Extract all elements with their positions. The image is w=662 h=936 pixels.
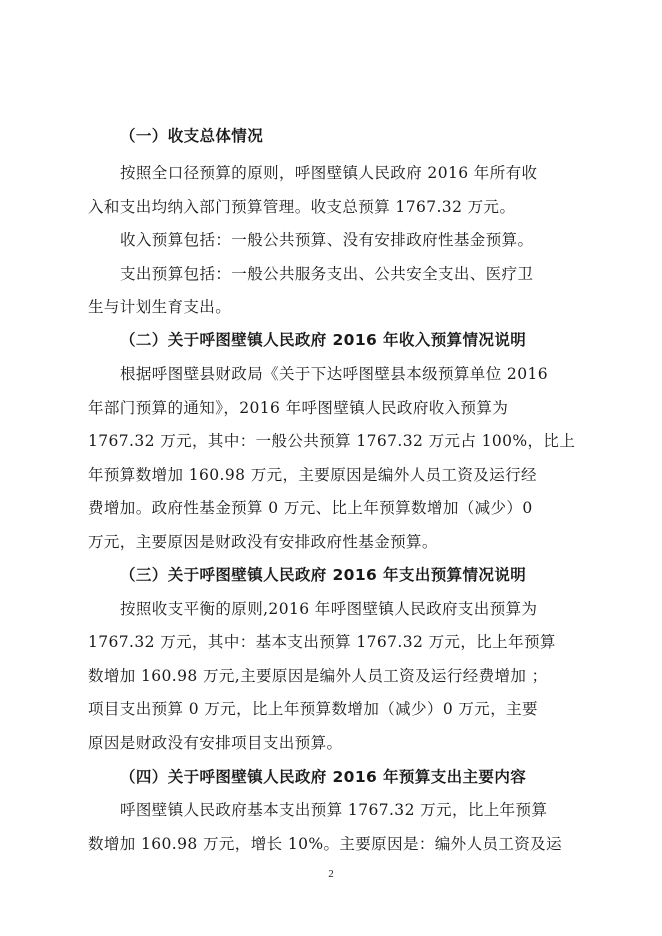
section-2-line-2: 年部门预算的通知》，2016 年呼图壁镇人民政府收入预算为	[88, 399, 509, 417]
section-2-line-6: 万元，主要原因是财政没有安排政府性基金预算。	[88, 533, 438, 551]
section-3-heading: （三）关于呼图壁镇人民政府 2016 年支出预算情况说明	[120, 566, 527, 584]
section-2-line-1: 根据呼图壁县财政局《关于下达呼图壁县本级预算单位 2016	[120, 365, 548, 383]
section-2-heading: （二）关于呼图壁镇人民政府 2016 年收入预算情况说明	[120, 331, 527, 349]
section-1-heading: （一）收支总体情况	[120, 127, 264, 145]
section-2-line-5: 费增加。政府性基金预算 0 万元、比上年预算数增加（减少）0	[88, 499, 533, 517]
section-4-line-1: 呼图壁镇人民政府基本支出预算 1767.32 万元，比上年预算	[120, 801, 548, 819]
section-2-line-3: 1767.32 万元，其中：一般公共预算 1767.32 万元占 100%，比上	[88, 432, 576, 450]
section-3-line-2: 1767.32 万元，其中：基本支出预算 1767.32 万元，比上年预算	[88, 633, 556, 651]
section-3-line-5: 原因是财政没有安排项目支出预算。	[88, 734, 343, 752]
section-3-line-1: 按照收支平衡的原则,2016 年呼图壁镇人民政府支出预算为	[120, 600, 538, 618]
section-3-line-3: 数增加 160.98 万元,主要原因是编外人员工资及运行经费增加 ；	[88, 667, 548, 685]
section-4-heading: （四）关于呼图壁镇人民政府 2016 年预算支出主要内容	[120, 768, 527, 786]
section-1-line-5: 生与计划生育支出。	[88, 298, 232, 316]
section-1-line-3: 收入预算包括：一般公共预算、没有安排政府性基金预算。	[120, 231, 534, 249]
page-number: 2	[328, 868, 334, 880]
section-1-line-4: 支出预算包括：一般公共服务支出、公共安全支出、医疗卫	[120, 265, 534, 283]
section-3-line-4: 项目支出预算 0 万元，比上年预算数增加（减少）0 万元，主要	[88, 700, 538, 718]
section-1-line-2: 入和支出均纳入部门预算管理。收支总预算 1767.32 万元。	[88, 198, 516, 216]
section-4-line-2: 数增加 160.98 万元，增长 10%。主要原因是：编外人员工资及运	[88, 835, 562, 853]
section-2-line-4: 年预算数增加 160.98 万元，主要原因是编外人员工资及运行经	[88, 466, 537, 484]
section-1-line-1: 按照全口径预算的原则，呼图壁镇人民政府 2016 年所有收	[120, 164, 538, 182]
